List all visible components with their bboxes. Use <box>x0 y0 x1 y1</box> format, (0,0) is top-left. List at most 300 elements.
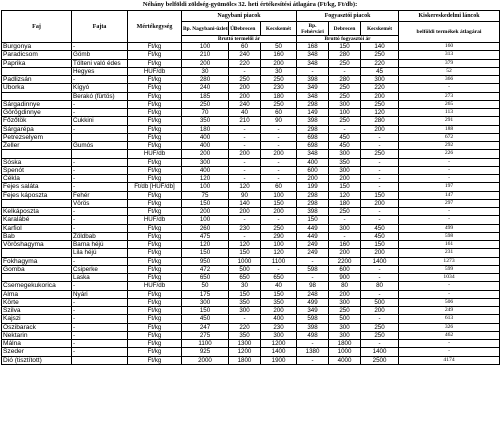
cell-price: 398 <box>297 117 329 125</box>
cell-fajta: - <box>72 43 128 51</box>
cell-price: 650 <box>182 274 229 282</box>
cell-faj: Sóska <box>2 158 72 166</box>
cell-price: 300 <box>329 166 361 174</box>
cell-price: 150 <box>182 249 229 257</box>
cell-retail-price: 160 <box>399 43 500 51</box>
header-c3: Kecskemét <box>361 22 399 36</box>
cell-price: 348 <box>297 150 329 158</box>
cell-faj <box>2 249 72 257</box>
cell-price: 450 <box>329 142 361 150</box>
cell-unit: Ft/kg <box>128 125 182 133</box>
cell-fajta: Gumós <box>72 142 128 150</box>
cell-price: 400 <box>261 315 297 323</box>
cell-unit: Ft/kg <box>128 290 182 298</box>
table-row <box>2 323 500 331</box>
cell-retail-price: - <box>399 340 500 348</box>
cell-faj: Görögdinnye <box>2 109 72 117</box>
cell-price: 1000 <box>229 257 261 265</box>
cell-retail-price: 197 <box>399 183 500 191</box>
table-row <box>2 76 500 84</box>
cell-price: 250 <box>329 92 361 100</box>
cell-unit: Ft/kg <box>128 51 182 59</box>
cell-price: 200 <box>329 175 361 183</box>
cell-unit: Ft/kg <box>128 257 182 265</box>
cell-fajta: Vörös <box>72 199 128 207</box>
cell-unit: Ft/kg <box>128 331 182 339</box>
cell-fajta: - <box>72 307 128 315</box>
cell-retail-price: - <box>399 290 500 298</box>
cell-faj: Szilva <box>2 307 72 315</box>
cell-retail-price: - <box>399 282 500 290</box>
cell-price: 398 <box>297 208 329 216</box>
cell-price: 200 <box>361 199 399 207</box>
cell-price: 50 <box>261 43 297 51</box>
cell-price: 300 <box>261 331 297 339</box>
cell-price: 300 <box>182 158 229 166</box>
cell-price: - <box>261 125 297 133</box>
cell-fajta: - <box>72 166 128 174</box>
cell-price: 250 <box>261 76 297 84</box>
cell-price: - <box>361 315 399 323</box>
cell-retail-price: 249 <box>399 307 500 315</box>
cell-price: 200 <box>297 175 329 183</box>
cell-price: 298 <box>297 125 329 133</box>
cell-price: 200 <box>261 59 297 67</box>
table-row <box>2 84 500 92</box>
cell-price: 650 <box>261 274 297 282</box>
cell-price: 149 <box>297 109 329 117</box>
table-row <box>2 348 500 356</box>
table-row <box>2 59 500 67</box>
cell-price: 1000 <box>329 348 361 356</box>
cell-price: - <box>261 216 297 224</box>
cell-price: 250 <box>361 323 399 331</box>
cell-price: 280 <box>329 51 361 59</box>
cell-price: 240 <box>229 51 261 59</box>
cell-unit: Ft/kg <box>128 59 182 67</box>
cell-price: 280 <box>329 76 361 84</box>
cell-price: 150 <box>261 290 297 298</box>
cell-price: 200 <box>329 290 361 298</box>
cell-fajta: - <box>72 183 128 191</box>
cell-faj: Fokhagyma <box>2 257 72 265</box>
cell-unit: Ft/kg <box>128 199 182 207</box>
cell-price: 200 <box>361 92 399 100</box>
cell-price: 450 <box>361 232 399 240</box>
cell-retail-price: 161 <box>399 241 500 249</box>
cell-price: - <box>361 216 399 224</box>
cell-price: - <box>261 133 297 141</box>
cell-price: 230 <box>261 84 297 92</box>
cell-faj: Vöröshagyma <box>2 241 72 249</box>
cell-price: 98 <box>297 282 329 290</box>
cell-fajta: - <box>72 175 128 183</box>
cell-faj: Bab <box>2 232 72 240</box>
cell-unit: Ft/kg <box>128 356 182 364</box>
cell-fajta: - <box>72 100 128 108</box>
cell-price: 250 <box>361 100 399 108</box>
cell-retail-price: 113 <box>399 109 500 117</box>
cell-retail-price: 231 <box>399 249 500 257</box>
table-row <box>2 67 500 75</box>
cell-faj: Alma <box>2 290 72 298</box>
cell-price: 449 <box>297 232 329 240</box>
cell-price: 475 <box>182 232 229 240</box>
cell-price: 2200 <box>329 257 361 265</box>
cell-fajta: Fehér <box>72 191 128 199</box>
table-row <box>2 191 500 199</box>
table-row <box>2 100 500 108</box>
cell-unit: Ft/kg <box>128 43 182 51</box>
cell-price: 200 <box>182 59 229 67</box>
table-row <box>2 51 500 59</box>
cell-price: - <box>329 125 361 133</box>
cell-price: 400 <box>297 158 329 166</box>
cell-price: 350 <box>182 117 229 125</box>
cell-retail-price: 499 <box>399 224 500 232</box>
cell-price: - <box>229 67 261 75</box>
cell-price: 398 <box>297 76 329 84</box>
price-table <box>1 10 500 365</box>
cell-price: 210 <box>182 51 229 59</box>
cell-price: 200 <box>361 307 399 315</box>
cell-price: 200 <box>229 208 261 216</box>
cell-price: 160 <box>329 241 361 249</box>
table-row <box>2 282 500 290</box>
cell-price: - <box>229 125 261 133</box>
cell-price: - <box>297 340 329 348</box>
cell-retail-price: 599 <box>399 265 500 273</box>
cell-price: 2500 <box>361 356 399 364</box>
page-title: Néhány belföldi zöldség-gyümölcs 32. heti értékesítési átlagára (Ft/kg, Ft/db): <box>142 1 358 8</box>
cell-price: - <box>361 183 399 191</box>
cell-price: 349 <box>297 307 329 315</box>
cell-price: - <box>361 142 399 150</box>
table-row <box>2 199 500 207</box>
cell-price: 250 <box>229 76 261 84</box>
cell-price: 350 <box>229 331 261 339</box>
cell-price: 210 <box>229 117 261 125</box>
cell-price: 450 <box>329 133 361 141</box>
cell-price: 300 <box>182 298 229 306</box>
cell-price: 100 <box>329 109 361 117</box>
cell-retail-price: 366 <box>399 76 500 84</box>
cell-unit: HUF/db <box>128 282 182 290</box>
cell-price: 698 <box>297 142 329 150</box>
cell-price: 100 <box>261 191 297 199</box>
cell-faj: Fejes saláta <box>2 183 72 191</box>
table-row <box>2 257 500 265</box>
cell-unit: HUF/db <box>128 67 182 75</box>
header-consumer: Fogyasztói piacok <box>297 11 399 22</box>
cell-price: 30 <box>261 67 297 75</box>
cell-price: 598 <box>297 315 329 323</box>
table-row <box>2 340 500 348</box>
cell-unit: Ft/kg <box>128 241 182 249</box>
cell-faj <box>2 67 72 75</box>
cell-faj: Gomba <box>2 265 72 273</box>
header-c2: Debrecen <box>329 22 361 36</box>
cell-price: - <box>229 158 261 166</box>
cell-price: - <box>297 67 329 75</box>
cell-fajta <box>72 150 128 158</box>
cell-price: 698 <box>297 133 329 141</box>
cell-retail-price: 291 <box>399 117 500 125</box>
cell-price: 90 <box>261 117 297 125</box>
cell-retail-price: 188 <box>399 125 500 133</box>
cell-price: 150 <box>361 241 399 249</box>
cell-retail-price: 147 <box>399 191 500 199</box>
header-retail-sub: belföldi termékek átlagárai <box>399 22 500 43</box>
cell-price: 120 <box>229 241 261 249</box>
cell-price: 60 <box>261 183 297 191</box>
cell-unit: Ft/kg <box>128 117 182 125</box>
cell-price: 1400 <box>361 348 399 356</box>
cell-price: - <box>261 265 297 273</box>
cell-price: 50 <box>182 282 229 290</box>
cell-price: 600 <box>329 265 361 273</box>
table-row <box>2 249 500 257</box>
cell-price: - <box>229 142 261 150</box>
header-wholesale-price-type: Bruttó termelői ár <box>182 36 297 43</box>
cell-fajta: - <box>72 257 128 265</box>
cell-fajta: - <box>72 216 128 224</box>
cell-price: - <box>261 142 297 150</box>
cell-unit: Ft/kg <box>128 133 182 141</box>
cell-fajta: - <box>72 298 128 306</box>
cell-price: 30 <box>182 67 229 75</box>
table-row <box>2 307 500 315</box>
table-row <box>2 133 500 141</box>
cell-price: 499 <box>297 298 329 306</box>
cell-price: 180 <box>329 199 361 207</box>
cell-price: 350 <box>229 298 261 306</box>
cell-fajta: - <box>72 158 128 166</box>
cell-retail-price: - <box>399 216 500 224</box>
cell-price: 80 <box>361 282 399 290</box>
cell-price: 200 <box>361 249 399 257</box>
cell-price: - <box>361 290 399 298</box>
cell-price: 280 <box>361 117 399 125</box>
cell-fajta: Cukkini <box>72 117 128 125</box>
cell-price: - <box>229 232 261 240</box>
cell-price: 260 <box>182 224 229 232</box>
header-w2: Debrecen <box>229 22 261 36</box>
table-row <box>2 142 500 150</box>
cell-price: - <box>361 158 399 166</box>
cell-unit: Ft/kg <box>128 340 182 348</box>
cell-price: 350 <box>329 158 361 166</box>
cell-faj: Spenót <box>2 166 72 174</box>
cell-price: 247 <box>182 323 229 331</box>
cell-faj: Őszibarack <box>2 323 72 331</box>
cell-unit: Ft/kg <box>128 100 182 108</box>
cell-fajta: - <box>72 282 128 290</box>
cell-price: 200 <box>229 92 261 100</box>
cell-price: 349 <box>297 84 329 92</box>
cell-unit: Ft/kg <box>128 109 182 117</box>
cell-price: 100 <box>182 216 229 224</box>
cell-price: 175 <box>182 290 229 298</box>
cell-price: 249 <box>297 241 329 249</box>
cell-fajta: Nyári <box>72 290 128 298</box>
cell-price: 450 <box>182 315 229 323</box>
cell-unit: Ft/kg <box>128 315 182 323</box>
cell-retail-price: 462 <box>399 331 500 339</box>
cell-retail-price: 265 <box>399 100 500 108</box>
cell-price: 140 <box>361 43 399 51</box>
cell-price: 300 <box>329 323 361 331</box>
table-row <box>2 331 500 339</box>
cell-price: 150 <box>297 216 329 224</box>
cell-price: - <box>361 166 399 174</box>
cell-faj: Cékla <box>2 175 72 183</box>
cell-unit: Ft/kg <box>128 298 182 306</box>
header-wholesale: Nagybani piacok <box>182 11 297 22</box>
table-row <box>2 109 500 117</box>
cell-price: 180 <box>182 125 229 133</box>
cell-price: 950 <box>182 257 229 265</box>
cell-price: 248 <box>297 290 329 298</box>
cell-price: - <box>329 67 361 75</box>
cell-price: 298 <box>297 100 329 108</box>
cell-price: 60 <box>229 43 261 51</box>
cell-retail-price: 52 <box>399 67 500 75</box>
cell-fajta <box>72 133 128 141</box>
cell-price: 1100 <box>182 340 229 348</box>
cell-fajta: Zöldbab <box>72 232 128 240</box>
cell-retail-price: - <box>399 208 500 216</box>
header-fajta: Fajta <box>72 11 128 43</box>
cell-retail-price: 672 <box>399 133 500 141</box>
cell-price: 900 <box>329 274 361 282</box>
table-row <box>2 125 500 133</box>
cell-retail-price: - <box>399 166 500 174</box>
cell-price: 348 <box>297 51 329 59</box>
cell-price: 120 <box>229 183 261 191</box>
cell-price: 500 <box>329 315 361 323</box>
cell-fajta: - <box>72 340 128 348</box>
cell-price: 400 <box>182 133 229 141</box>
cell-fajta: Csiperke <box>72 265 128 273</box>
cell-faj: Szeder <box>2 348 72 356</box>
cell-fajta: Laska <box>72 274 128 282</box>
cell-price: 220 <box>229 59 261 67</box>
cell-price: 250 <box>329 117 361 125</box>
cell-price: 199 <box>297 183 329 191</box>
cell-unit: Ft/kg <box>128 175 182 183</box>
header-retail: Kiskereskedelmi láncok <box>399 11 500 22</box>
cell-price: 150 <box>329 183 361 191</box>
header-unit: Mértékegység <box>128 11 182 43</box>
cell-price: 150 <box>361 191 399 199</box>
cell-retail-price: - <box>399 84 500 92</box>
cell-price: - <box>361 274 399 282</box>
cell-price: 280 <box>182 76 229 84</box>
cell-price: 1200 <box>261 340 297 348</box>
header-consumer-price-type: Bruttó fogyasztói ár <box>297 36 399 43</box>
cell-price: 1400 <box>361 257 399 265</box>
cell-price: 70 <box>182 109 229 117</box>
cell-price: 230 <box>261 323 297 331</box>
cell-faj <box>2 92 72 100</box>
cell-price: 300 <box>329 150 361 158</box>
cell-fajta: - <box>72 348 128 356</box>
cell-price: 650 <box>229 274 261 282</box>
cell-price: 30 <box>229 282 261 290</box>
cell-price: 150 <box>182 199 229 207</box>
cell-price: 40 <box>229 109 261 117</box>
cell-price: - <box>261 175 297 183</box>
cell-price: 1380 <box>297 348 329 356</box>
cell-price: 500 <box>229 265 261 273</box>
cell-price: 1100 <box>261 257 297 265</box>
cell-price: 200 <box>261 307 297 315</box>
cell-price: 350 <box>261 298 297 306</box>
table-row <box>2 208 500 216</box>
cell-faj: Dió (tisztított) <box>2 356 72 364</box>
cell-faj: Nektarin <box>2 331 72 339</box>
cell-price: 348 <box>297 59 329 67</box>
cell-faj: Kelkáposzta <box>2 208 72 216</box>
cell-faj: Padlizsán <box>2 76 72 84</box>
table-row <box>2 216 500 224</box>
cell-price: 300 <box>329 298 361 306</box>
cell-price: 180 <box>261 92 297 100</box>
cell-unit: Ft/kg <box>128 307 182 315</box>
cell-fajta: Hegyes <box>72 67 128 75</box>
cell-price: 449 <box>297 224 329 232</box>
table-body <box>2 43 500 365</box>
cell-fajta: Barna héjú <box>72 241 128 249</box>
cell-price: 200 <box>329 249 361 257</box>
cell-faj: Csemegekukorica <box>2 282 72 290</box>
cell-price: - <box>229 133 261 141</box>
cell-price: - <box>261 166 297 174</box>
cell-price: 472 <box>182 265 229 273</box>
cell-price: 150 <box>261 199 297 207</box>
cell-price: 100 <box>182 43 229 51</box>
cell-price: 200 <box>229 150 261 158</box>
cell-price: 40 <box>261 282 297 290</box>
cell-price: 1800 <box>229 356 261 364</box>
cell-price: 250 <box>261 100 297 108</box>
cell-price: 185 <box>182 92 229 100</box>
cell-price: 150 <box>229 249 261 257</box>
cell-faj: Körte <box>2 298 72 306</box>
table-row <box>2 232 500 240</box>
cell-faj: Paprika <box>2 59 72 67</box>
cell-price: 120 <box>361 109 399 117</box>
cell-retail-price: 4174 <box>399 356 500 364</box>
cell-price: 300 <box>329 224 361 232</box>
cell-retail-price: - <box>399 348 500 356</box>
cell-unit: Ft/kg <box>128 92 182 100</box>
cell-faj: Málna <box>2 340 72 348</box>
cell-price: 1400 <box>261 348 297 356</box>
cell-price: 925 <box>182 348 229 356</box>
cell-faj <box>2 150 72 158</box>
cell-price: - <box>229 175 261 183</box>
cell-price: 250 <box>329 307 361 315</box>
table-row <box>2 117 500 125</box>
cell-price: 120 <box>261 249 297 257</box>
cell-price: 450 <box>361 224 399 232</box>
cell-price: 220 <box>361 84 399 92</box>
cell-price: - <box>297 274 329 282</box>
header-c1: Bp. Fehérvári <box>297 22 329 36</box>
table-row <box>2 274 500 282</box>
